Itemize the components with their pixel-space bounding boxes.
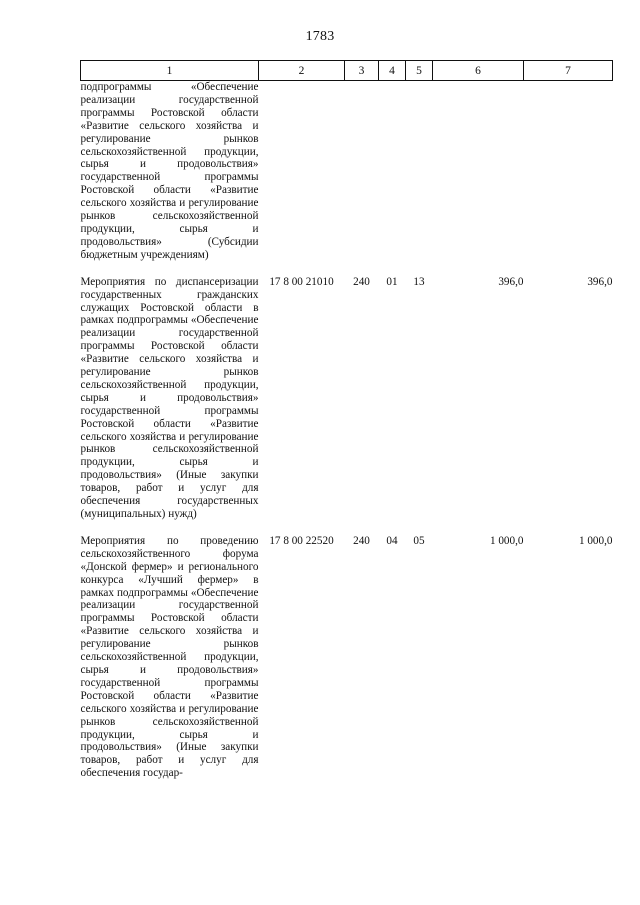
target-article-code bbox=[259, 81, 345, 262]
expense-type: 240 bbox=[353, 275, 370, 288]
amount-year-1 bbox=[433, 81, 524, 262]
section-code: 01 bbox=[386, 275, 398, 288]
table-row bbox=[81, 535, 613, 780]
table-row bbox=[81, 276, 613, 521]
budget-table bbox=[80, 60, 613, 780]
column-header-2: 2 bbox=[259, 61, 345, 81]
target-article-code: 17 8 00 22520 bbox=[269, 534, 334, 547]
expense-type bbox=[345, 81, 379, 262]
amount-year-2: 396,0 bbox=[587, 275, 613, 288]
subsection-code bbox=[406, 81, 433, 262]
row-spacer bbox=[81, 521, 613, 535]
row-description: Мероприятия по проведению сельскохозяйственного форума «Донской фермер» и регионального конкурса «Лучший фермер» в рамках подпрограммы «Обеспечение реализации государственной программы Ростовской области «Развитие сельского хозяйства и регулирование рынков сельскохозяйственной продукции, сырья и продовольствия» государственной программы Ростовской области «Развитие сельского хозяйства и регулирование рынков сельскохозяйственной продукции, сырья и продовольствия» (Иные закупки товаров, работ и услуг для обеспечения государ- bbox=[80, 534, 259, 780]
row-spacer bbox=[81, 262, 613, 276]
row-description: Мероприятия по диспансеризации государственных гражданских служащих Ростовской области в рамках подпрограммы «Обеспечение реализации государственной программы Ростовской области «Развитие сельского хозяйства и регулирование рынков сельскохозяйственной продукции, сырья и продовольствия» государственной программы Ростовской области «Развитие сельского хозяйства и регулирование рынков сельскохозяйственной продукции, сырья и продовольствия» (Иные закупки товаров, работ и услуг для обеспечения государственных (муниципальных) нужд) bbox=[80, 275, 259, 520]
section-code bbox=[379, 81, 406, 262]
amount-year-2 bbox=[524, 81, 613, 262]
column-header-5: 5 bbox=[406, 61, 433, 81]
amount-year-2: 1 000,0 bbox=[578, 534, 613, 547]
column-header-1: 1 bbox=[81, 61, 259, 81]
subsection-code: 13 bbox=[413, 275, 425, 288]
target-article-code: 17 8 00 21010 bbox=[269, 275, 334, 288]
column-header-3: 3 bbox=[345, 61, 379, 81]
expense-type: 240 bbox=[353, 534, 370, 547]
column-header-6: 6 bbox=[433, 61, 524, 81]
amount-year-1: 396,0 bbox=[498, 275, 524, 288]
column-header-7: 7 bbox=[524, 61, 613, 81]
table-row bbox=[81, 81, 613, 262]
page-number: 1783 bbox=[305, 29, 335, 44]
amount-year-1: 1 000,0 bbox=[489, 534, 524, 547]
column-header-4: 4 bbox=[379, 61, 406, 81]
subsection-code: 05 bbox=[413, 534, 425, 547]
row-description: подпрограммы «Обеспечение реализации государственной программы Ростовской области «Развитие сельского хозяйства и регулирование рынков сельскохозяйственной продукции, сырья и продовольствия» государственной программы Ростовской области «Развитие сельского хозяйства и регулирование рынков сельскохозяйственной продукции, сырья и продовольствия» (Субсидии бюджетным учреждениям) bbox=[80, 81, 259, 261]
section-code: 04 bbox=[386, 534, 398, 547]
header-row bbox=[81, 61, 613, 81]
